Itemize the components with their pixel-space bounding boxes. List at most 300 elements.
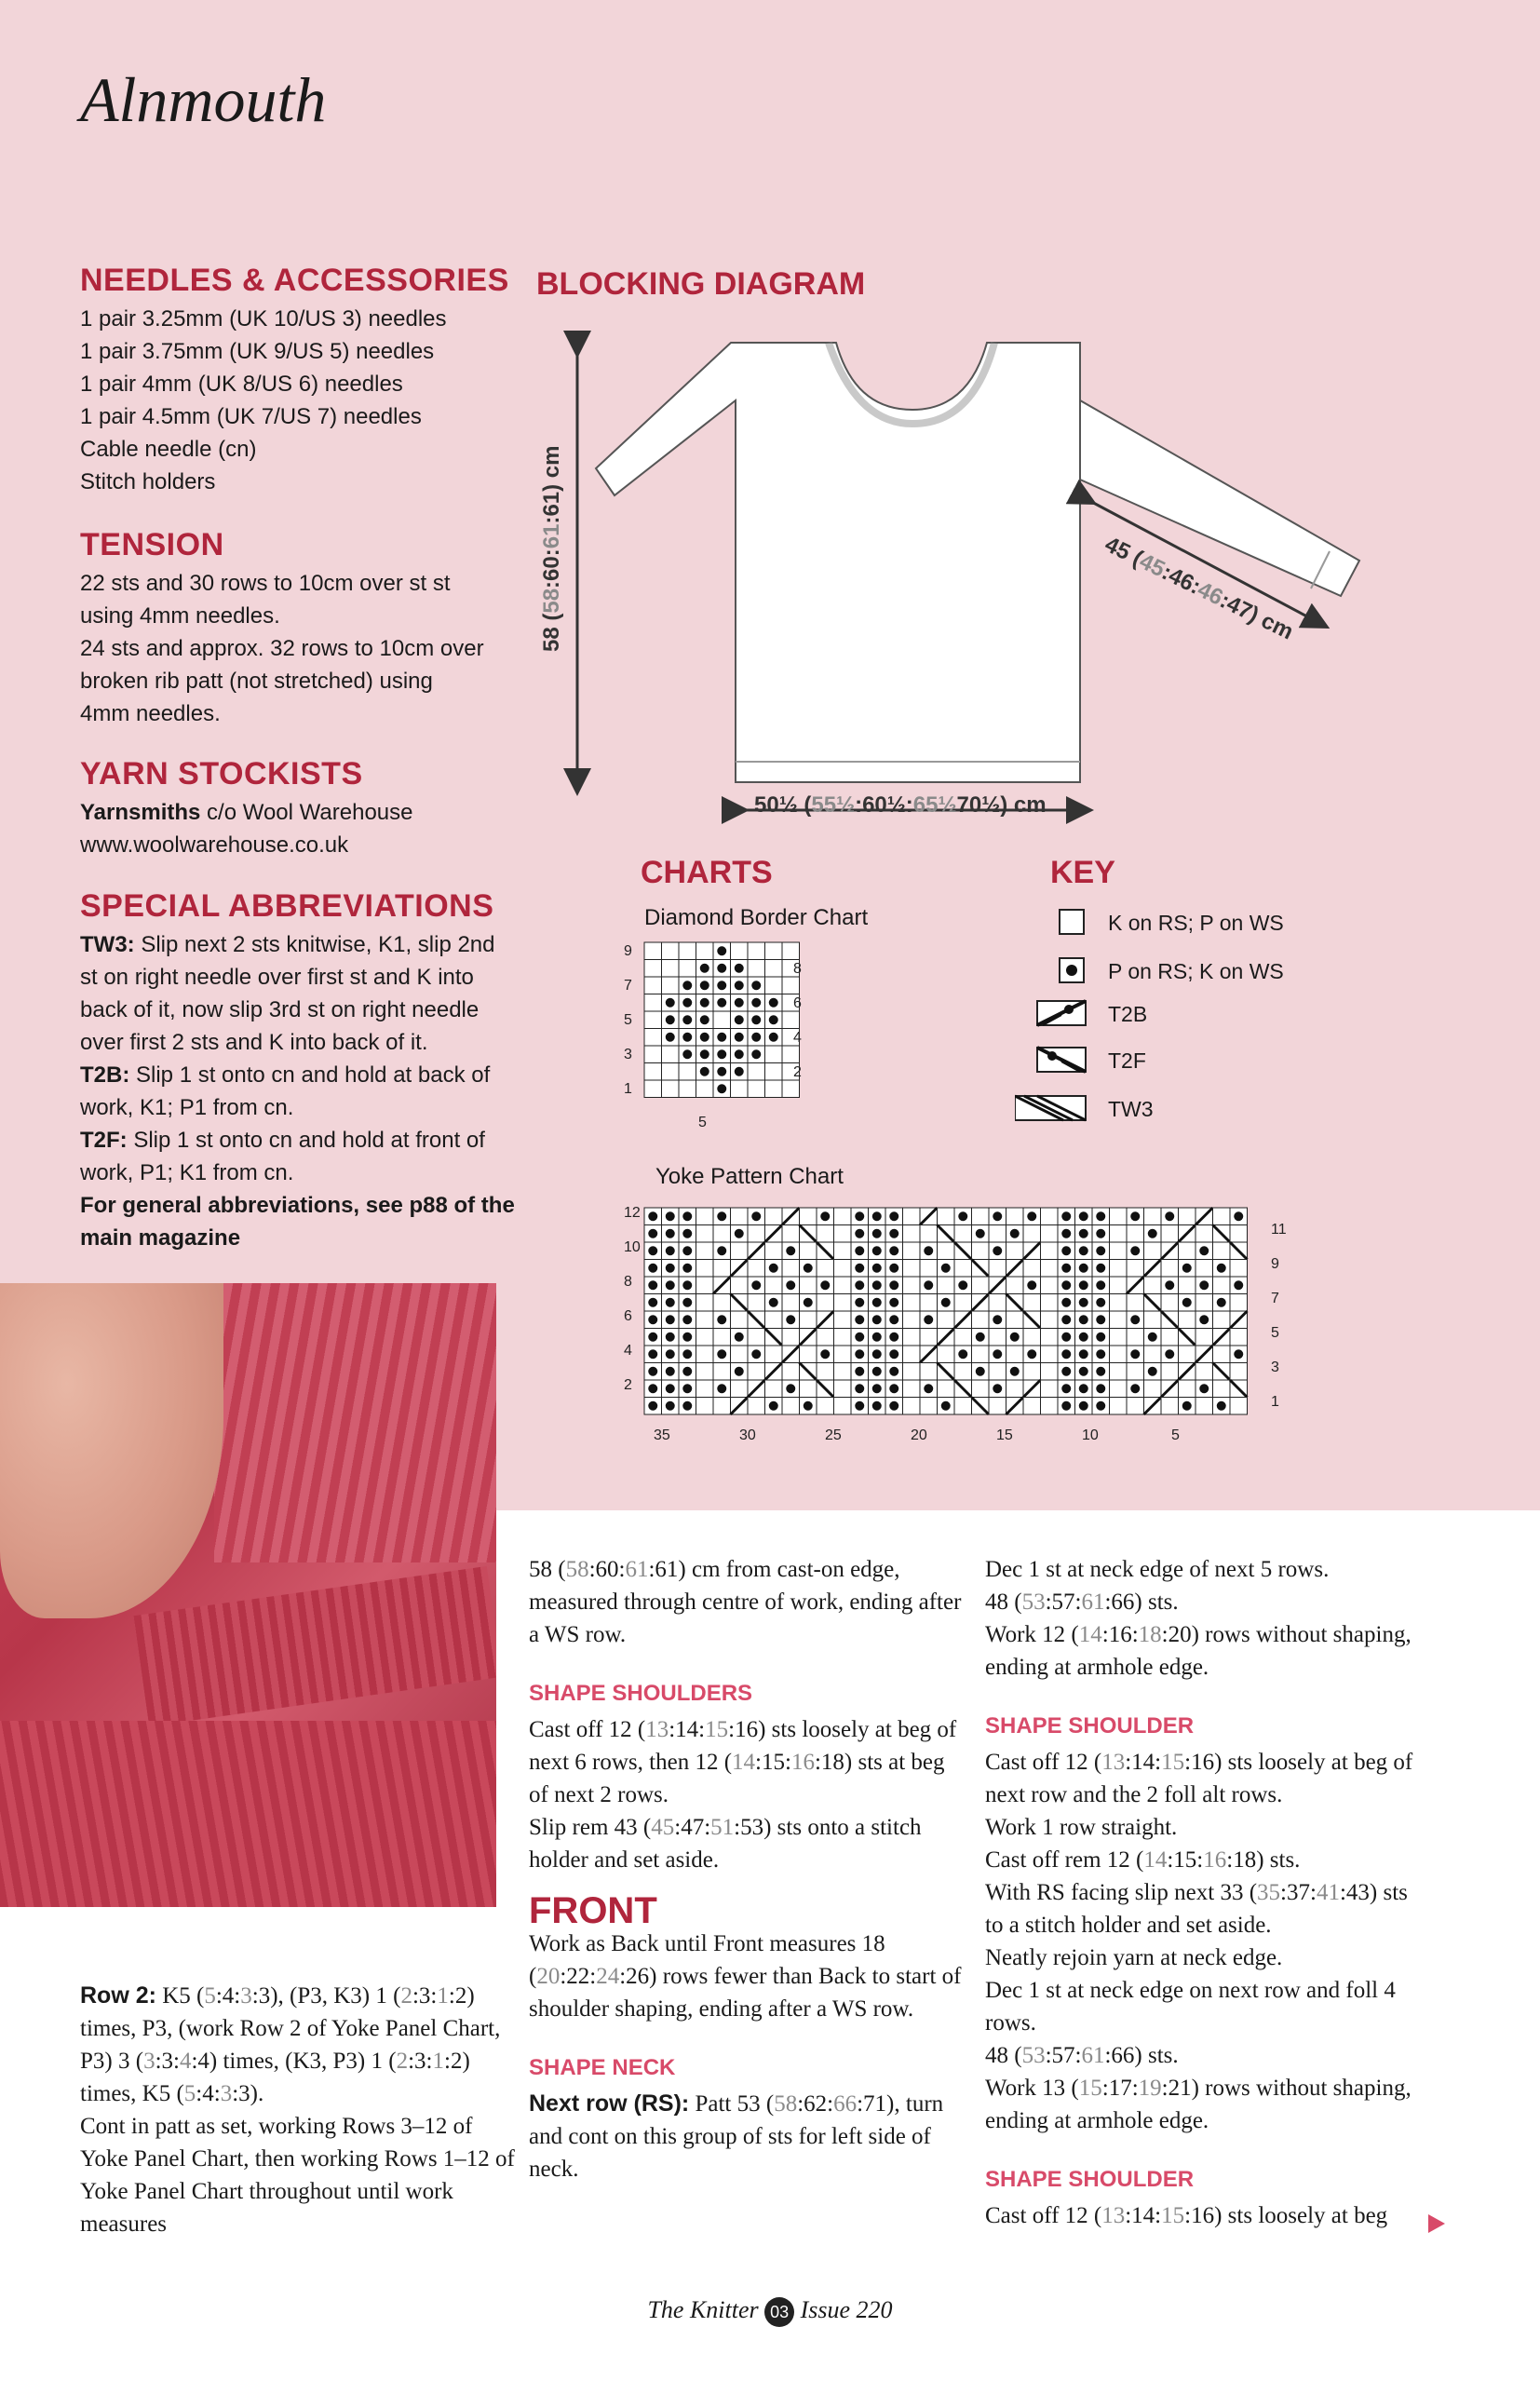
needles-heading: NEEDLES & ACCESSORIES	[80, 263, 509, 298]
purl-dot	[751, 1015, 761, 1024]
chart-cell	[989, 1398, 1006, 1415]
chart-cell	[644, 994, 662, 1012]
chart-cell	[765, 1080, 783, 1098]
purl-dot	[769, 1401, 778, 1411]
chart-cell	[1006, 1311, 1024, 1329]
chart-cell	[834, 1242, 852, 1260]
purl-dot	[1130, 1211, 1140, 1221]
purl-dot	[717, 1067, 726, 1076]
purl-dot	[717, 1049, 726, 1059]
chart-cell	[1110, 1208, 1128, 1225]
purl-dot	[1165, 1211, 1174, 1221]
chart-cell	[782, 1329, 800, 1346]
size-value: 53	[1021, 2043, 1046, 2068]
chart-cell	[1041, 1346, 1059, 1363]
purl-dot	[889, 1333, 898, 1342]
text-run: :71), turn and cont on this group of sts for left side of neck.	[529, 2091, 944, 2182]
chart-cell	[713, 1225, 731, 1243]
purl-dot	[682, 1229, 692, 1238]
chart-cell	[748, 1329, 765, 1346]
diamond-chart-label: Diamond Border Chart	[644, 905, 869, 930]
purl-dot	[855, 1401, 864, 1411]
chart-cell	[1023, 1294, 1041, 1312]
chart-cell	[748, 1225, 765, 1243]
needles-line: 1 pair 4mm (UK 8/US 6) needles	[80, 372, 403, 397]
text-run: :3:	[155, 2049, 180, 2074]
text-run: 48 (	[985, 1590, 1022, 1615]
purl-dot	[1061, 1229, 1071, 1238]
purl-dot	[682, 1033, 692, 1042]
text-run: :14:	[669, 1717, 706, 1742]
shape-neck-heading: SHAPE NECK	[529, 2055, 676, 2080]
purl-dot	[700, 964, 709, 973]
chart-cell	[1023, 1329, 1041, 1346]
purl-dot	[889, 1401, 898, 1411]
text-run: :3), (P3, K3) 1 (	[251, 1983, 401, 2009]
chart-cell	[748, 1398, 765, 1415]
purl-dot	[993, 1246, 1002, 1255]
purl-dot	[1061, 1246, 1071, 1255]
charts-heading: CHARTS	[641, 855, 773, 890]
purl-dot	[786, 1246, 795, 1255]
stitch-number: 5	[698, 1115, 707, 1130]
purl-dot	[682, 1349, 692, 1359]
chart-cell	[1023, 1225, 1041, 1243]
purl-dot	[1079, 1246, 1088, 1255]
purl-dot	[1182, 1401, 1192, 1411]
text-run: :18) sts.	[1226, 1847, 1301, 1873]
purl-dot	[820, 1211, 830, 1221]
text-run: :15:	[1167, 1847, 1204, 1873]
purl-dot	[1079, 1401, 1088, 1411]
purl-dot	[751, 1280, 761, 1290]
chart-cell	[662, 960, 680, 978]
purl-dot	[1130, 1384, 1140, 1393]
purl-dot	[769, 1264, 778, 1273]
page-footer	[0, 2296, 1540, 2327]
purl-dot	[717, 1033, 726, 1042]
hand-image	[0, 1283, 223, 1618]
size-value: 18	[1138, 1622, 1162, 1647]
size-value: 14	[732, 1750, 756, 1775]
purl-dot	[820, 1280, 830, 1290]
size-value: 3	[220, 2081, 233, 2106]
needles-line: 1 pair 3.75mm (UK 9/US 5) needles	[80, 339, 435, 364]
purl-dot	[1096, 1401, 1105, 1411]
chart-cell	[972, 1380, 990, 1398]
purl-dot	[666, 1333, 675, 1342]
instruction-para	[985, 1746, 1423, 1811]
text-run: Cast off 12 (	[985, 1750, 1102, 1775]
chart-cell	[731, 1277, 749, 1294]
chart-cell	[1127, 1260, 1144, 1278]
purl-dot	[993, 1315, 1002, 1324]
chart-cell	[1230, 1260, 1248, 1278]
chart-cell	[1110, 1260, 1128, 1278]
purl-dot	[1148, 1333, 1157, 1342]
key-label: K on RS; P on WS	[1108, 911, 1284, 935]
chart-cell	[1041, 1242, 1059, 1260]
size-value: 1	[437, 1983, 449, 2009]
chart-cell	[1144, 1208, 1162, 1225]
chart-cell	[834, 1329, 852, 1346]
purl-dot	[1165, 1280, 1174, 1290]
instruction-para	[985, 1618, 1423, 1684]
chart-cell	[713, 1363, 731, 1381]
chart-cell	[1144, 1380, 1162, 1398]
text-run: :18) sts at beg of next 2 rows.	[529, 1750, 945, 1807]
text-run: :14:	[1125, 1750, 1162, 1775]
purl-dot	[700, 1015, 709, 1024]
chart-cell	[903, 1277, 921, 1294]
chart-cell	[1041, 1380, 1059, 1398]
purl-dot	[682, 1049, 692, 1059]
chart-cell	[679, 1080, 696, 1098]
purl-dot	[941, 1401, 951, 1411]
chart-cell	[765, 1063, 783, 1081]
row-term: Row 2:	[80, 1982, 156, 2009]
purl-dot	[1079, 1349, 1088, 1359]
purl-dot	[648, 1333, 657, 1342]
text-run: :43) sts to a stitch holder and set aside.	[985, 1880, 1408, 1938]
instruction-para	[985, 2072, 1423, 2137]
purl-dot	[751, 1049, 761, 1059]
page-number: 03	[764, 2297, 794, 2327]
purl-dot	[1079, 1298, 1088, 1307]
chart-cell	[903, 1311, 921, 1329]
chart-cell	[954, 1398, 972, 1415]
purl-dot	[889, 1280, 898, 1290]
row-number: 3	[1271, 1360, 1279, 1375]
text-run: :61) cm from cast-on edge, measured through centre of work, ending after a WS row.	[529, 1557, 962, 1647]
text-run: 48 (	[985, 2043, 1022, 2068]
instruction-para	[985, 1553, 1423, 1586]
purl-dot	[666, 1384, 675, 1393]
text-run: Work 12 (	[985, 1622, 1079, 1647]
row2-instruction	[80, 1980, 518, 2110]
text-run: Work as Back until Front measures 18 (	[529, 1931, 885, 1989]
width-measurement: 50½ (55½:60½:65½70½) cm	[754, 792, 1047, 818]
purl-dot	[648, 1280, 657, 1290]
chart-cell	[1230, 1398, 1248, 1415]
chart-cell	[903, 1208, 921, 1225]
chart-cell	[782, 1398, 800, 1415]
purl-dot	[751, 1349, 761, 1359]
chart-cell	[903, 1242, 921, 1260]
chart-cell	[800, 1208, 817, 1225]
chart-cell	[1110, 1380, 1128, 1398]
text-run: Dec 1 st at neck edge on next row and foll 4 rows.	[985, 1978, 1396, 2036]
purl-dot	[855, 1315, 864, 1324]
purl-dot	[872, 1264, 882, 1273]
purl-dot	[751, 1033, 761, 1042]
purl-dot	[700, 1049, 709, 1059]
chart-cell	[1110, 1346, 1128, 1363]
tw3-icon	[1015, 1093, 1099, 1125]
purl-dot	[1079, 1333, 1088, 1342]
chart-cell	[765, 960, 783, 978]
chart-cell	[989, 1363, 1006, 1381]
row-number: 7	[624, 978, 632, 994]
abbrev-t2f	[80, 1124, 518, 1189]
purl-dot	[1130, 1246, 1140, 1255]
row-number: 9	[624, 943, 632, 959]
chart-cell	[644, 1011, 662, 1029]
purl-dot	[855, 1367, 864, 1376]
purl-dot	[648, 1384, 657, 1393]
purl-dot	[666, 1015, 675, 1024]
text-run: Patt 53 (	[689, 2091, 775, 2117]
row-number: 4	[793, 1030, 802, 1046]
purl-dot	[1061, 1298, 1071, 1307]
purl-dot	[889, 1349, 898, 1359]
text-run: :4:	[196, 2081, 221, 2106]
chart-cell	[817, 1398, 834, 1415]
purl-dot	[717, 998, 726, 1008]
purl-dot	[751, 998, 761, 1008]
chart-cell	[989, 1294, 1006, 1312]
purl-dot	[735, 1229, 744, 1238]
chart-cell	[1110, 1363, 1128, 1381]
blocking-diagram	[521, 317, 1452, 838]
purl-dot	[717, 946, 726, 955]
chart-cell	[1110, 1329, 1128, 1346]
row-number: 6	[793, 995, 802, 1011]
chart-cell	[1230, 1329, 1248, 1346]
purl-dot	[958, 1280, 967, 1290]
tension-line: 24 sts and approx. 32 rows to 10cm over	[80, 636, 484, 661]
purl-dot	[872, 1384, 882, 1393]
chart-cell	[1213, 1277, 1231, 1294]
stockist-url[interactable]: www.woolwarehouse.co.uk	[80, 832, 349, 858]
purl-dot	[1096, 1315, 1105, 1324]
purl-dot	[820, 1349, 830, 1359]
purl-dot	[1096, 1229, 1105, 1238]
chart-cell	[1230, 1225, 1248, 1243]
chart-cell	[1127, 1329, 1144, 1346]
instructions-col-1	[80, 1980, 518, 2240]
chart-cell	[748, 1260, 765, 1278]
abbreviations-heading: SPECIAL ABBREVIATIONS	[80, 888, 494, 924]
purl-dot	[769, 1033, 778, 1042]
row-number: 3	[624, 1047, 632, 1062]
purl-dot	[924, 1384, 933, 1393]
chart-cell	[938, 1380, 955, 1398]
key-label: TW3	[1108, 1097, 1154, 1121]
chart-cell	[834, 1294, 852, 1312]
text-run: Cast off 12 (	[529, 1717, 646, 1742]
chart-cell	[713, 1294, 731, 1312]
purl-dot	[666, 1211, 675, 1221]
chart-cell	[765, 1380, 783, 1398]
text-run: :20) rows without shaping, ending at armhole edge.	[985, 1622, 1412, 1680]
chart-cell	[662, 942, 680, 960]
text-run: :57:	[1045, 2043, 1082, 2068]
chart-cell	[765, 1046, 783, 1063]
tension-line: using 4mm needles.	[80, 603, 280, 629]
purl-dot	[889, 1367, 898, 1376]
chart-cell	[972, 1346, 990, 1363]
chart-cell	[1041, 1294, 1059, 1312]
row-number: 12	[624, 1205, 641, 1221]
chart-cell	[1006, 1277, 1024, 1294]
chart-cell	[644, 1063, 662, 1081]
needles-line: Stitch holders	[80, 469, 216, 494]
text-run: With RS facing slip next 33 (	[985, 1880, 1258, 1905]
stockist-line	[80, 796, 518, 829]
instruction-para	[529, 1553, 966, 1651]
chart-cell	[1041, 1329, 1059, 1346]
dot-square-icon	[1015, 955, 1099, 987]
purl-dot	[717, 1315, 726, 1324]
chart-cell	[696, 942, 714, 960]
chart-cell	[1213, 1208, 1231, 1225]
abbrev-general	[80, 1189, 518, 1254]
purl-dot	[872, 1349, 882, 1359]
purl-dot	[735, 1049, 744, 1059]
cuff-texture	[134, 1566, 496, 1726]
key-heading: KEY	[1050, 855, 1115, 890]
purl-dot	[682, 981, 692, 990]
purl-dot	[1217, 1401, 1226, 1411]
chart-cell	[765, 977, 783, 994]
tension-line: broken rib patt (not stretched) using	[80, 669, 433, 694]
purl-dot	[993, 1384, 1002, 1393]
next-row-para	[529, 2088, 966, 2185]
chart-cell	[696, 1225, 714, 1243]
sweater-outline	[596, 343, 1359, 782]
chart-cell	[903, 1380, 921, 1398]
purl-dot	[682, 1401, 692, 1411]
purl-dot	[1079, 1229, 1088, 1238]
purl-dot	[648, 1211, 657, 1221]
row-number: 7	[1271, 1291, 1279, 1306]
chart-cell	[765, 1311, 783, 1329]
chart-cell	[800, 1311, 817, 1329]
chart-cell	[782, 977, 800, 994]
purl-dot	[872, 1298, 882, 1307]
chart-cell	[800, 1242, 817, 1260]
purl-dot	[1096, 1298, 1105, 1307]
chart-cell	[903, 1225, 921, 1243]
size-value: 20	[536, 1964, 561, 1989]
row-number: 9	[1271, 1256, 1279, 1272]
chart-cell	[1213, 1311, 1231, 1329]
size-value: 13	[1101, 1750, 1126, 1775]
purl-dot	[1234, 1211, 1243, 1221]
text-run: :14:	[1125, 2203, 1162, 2228]
purl-dot	[786, 1315, 795, 1324]
purl-dot	[735, 1067, 744, 1076]
instruction-para	[985, 1586, 1423, 1618]
chart-cell	[765, 1277, 783, 1294]
stitch-number: 25	[825, 1427, 842, 1443]
chart-cell	[834, 1277, 852, 1294]
purl-dot	[924, 1246, 933, 1255]
size-value: 4	[179, 2049, 192, 2074]
pattern-title: Alnmouth	[80, 64, 327, 135]
chart-cell	[834, 1225, 852, 1243]
purl-dot	[872, 1315, 882, 1324]
size-value: 3	[143, 2049, 155, 2074]
purl-dot	[1061, 1333, 1071, 1342]
chart-cell	[817, 1260, 834, 1278]
chart-cell	[834, 1363, 852, 1381]
text-run: :66) sts.	[1104, 2043, 1179, 2068]
needles-line: Cable needle (cn)	[80, 437, 257, 462]
purl-dot	[1096, 1367, 1105, 1376]
chart-cell	[1179, 1277, 1196, 1294]
t2b-icon	[1015, 998, 1099, 1030]
instructions-col-3	[985, 1553, 1423, 2232]
chart-cell	[938, 1208, 955, 1225]
abbrev-term: T2F:	[80, 1128, 128, 1153]
size-value: 2	[400, 1983, 412, 2009]
chart-cell	[1006, 1380, 1024, 1398]
text-run: :53) sts onto a stitch holder and set aside.	[529, 1815, 922, 1873]
purl-dot	[717, 1084, 726, 1093]
size-value: 5	[183, 2081, 196, 2106]
abbrev-tw3	[80, 928, 518, 1059]
text-run: :3:	[408, 2049, 433, 2074]
purl-dot	[855, 1229, 864, 1238]
purl-dot	[786, 1384, 795, 1393]
chart-cell	[920, 1225, 938, 1243]
stitch-number: 30	[739, 1427, 756, 1443]
purl-dot	[1061, 1211, 1071, 1221]
purl-dot	[648, 1315, 657, 1324]
size-value: 35	[1257, 1880, 1281, 1905]
chart-cell	[834, 1398, 852, 1415]
length-measurement: 58 (58:60:61:61) cm	[539, 445, 564, 652]
purl-dot	[666, 1033, 675, 1042]
chart-cell	[1230, 1294, 1248, 1312]
chart-cell	[748, 1363, 765, 1381]
empty-square-icon	[1015, 907, 1099, 939]
purl-dot	[1061, 1349, 1071, 1359]
purl-dot	[648, 1229, 657, 1238]
purl-dot	[666, 998, 675, 1008]
purl-dot	[666, 1298, 675, 1307]
tension-line: 22 sts and 30 rows to 10cm over st st	[80, 571, 451, 596]
chart-cell	[920, 1260, 938, 1278]
chart-cell	[1006, 1346, 1024, 1363]
purl-dot	[1027, 1349, 1036, 1359]
purl-dot	[855, 1333, 864, 1342]
chart-cell	[782, 1011, 800, 1029]
chart-cell	[1161, 1294, 1179, 1312]
purl-dot	[1199, 1246, 1209, 1255]
chart-cell	[713, 1260, 731, 1278]
size-value: 1	[432, 2049, 444, 2074]
size-value: 5	[204, 1983, 216, 2009]
purl-dot	[682, 1315, 692, 1324]
yoke-pattern-chart	[615, 1197, 1304, 1448]
text-run: Neatly rejoin yarn at neck edge.	[985, 1945, 1283, 1970]
chart-cell	[938, 1311, 955, 1329]
purl-dot	[889, 1298, 898, 1307]
chart-cell	[834, 1346, 852, 1363]
chart-cell	[1041, 1311, 1059, 1329]
size-value: 58	[774, 2091, 798, 2117]
chart-cell	[1144, 1242, 1162, 1260]
chart-cell	[1213, 1346, 1231, 1363]
purl-dot	[1130, 1349, 1140, 1359]
chart-cell	[1041, 1398, 1059, 1415]
purl-dot	[855, 1280, 864, 1290]
chart-cell	[800, 1346, 817, 1363]
purl-dot	[682, 1211, 692, 1221]
